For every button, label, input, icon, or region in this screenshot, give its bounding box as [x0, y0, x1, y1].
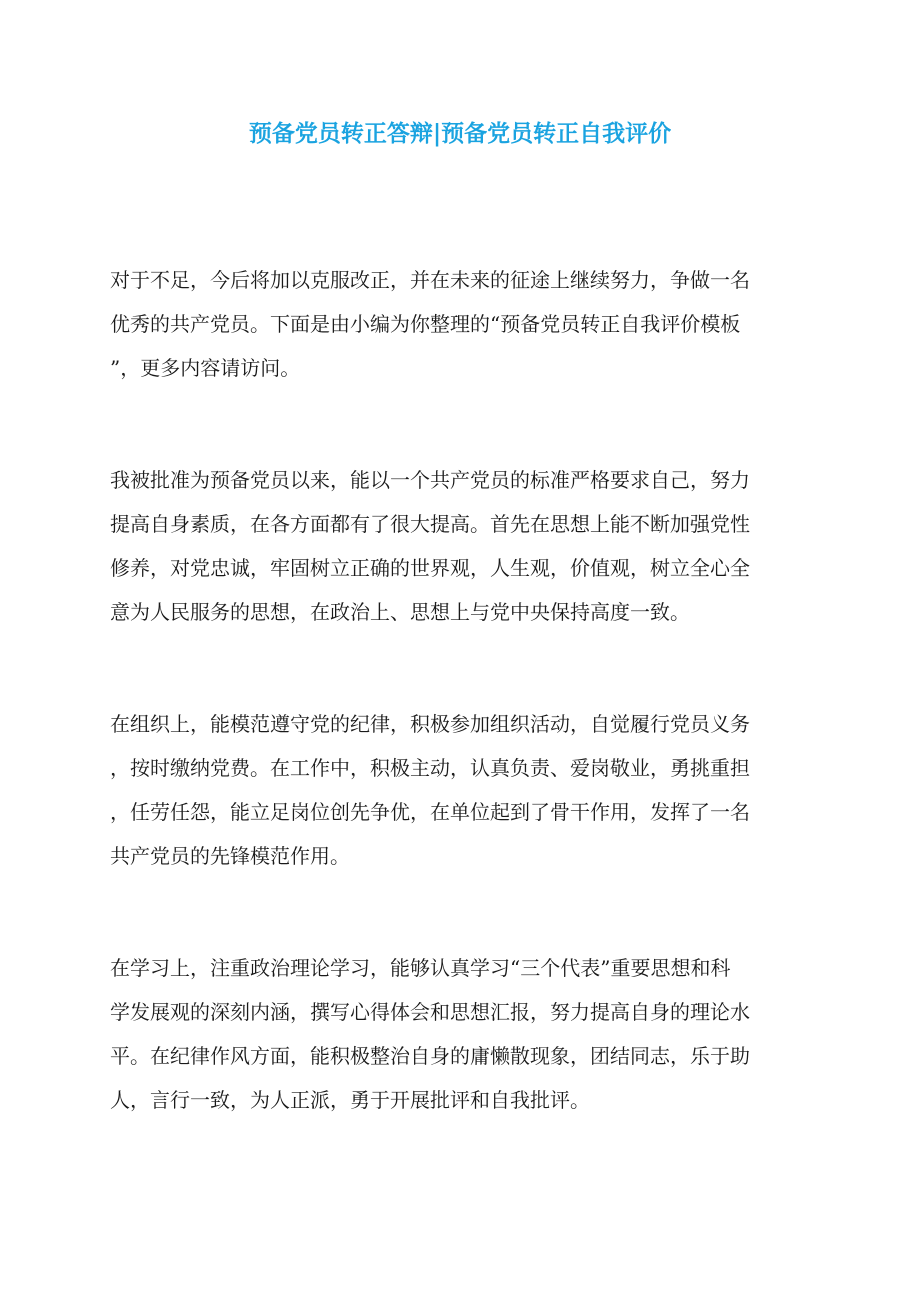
document-body — [110, 258, 810, 1190]
paragraph-line: 学发展观的深刻内涵，撰写心得体会和思想汇报，努力提高自身的理论水 — [110, 1000, 750, 1024]
paragraph-line: 我被批准为预备党员以来，能以一个共产党员的标准严格要求自己，努力 — [110, 468, 750, 492]
paragraph-2 — [110, 458, 810, 634]
paragraph-line: 平。在纪律作风方面，能积极整治自身的庸懒散现象，团结同志，乐于助 — [110, 1044, 750, 1068]
paragraph-line: 修养，对党忠诚，牢固树立正确的世界观，人生观，价值观，树立全心全 — [110, 556, 750, 580]
paragraph-line: 人，言行一致，为人正派，勇于开展批评和自我批评。 — [110, 1088, 590, 1112]
paragraph-3 — [110, 702, 810, 878]
paragraph-line: ，按时缴纳党费。在工作中，积极主动，认真负责、爱岗敬业，勇挑重担 — [110, 756, 750, 780]
paragraph-line: 在学习上，注重政治理论学习，能够认真学习“三个代表”重要思想和科 — [110, 956, 731, 980]
paragraph-line: 意为人民服务的思想，在政治上、思想上与党中央保持高度一致。 — [110, 600, 690, 624]
paragraph-line: ”，更多内容请访问。 — [110, 356, 301, 380]
paragraph-line: ，任劳任怨，能立足岗位创先争优，在单位起到了骨干作用，发挥了一名 — [110, 800, 750, 824]
paragraph-1 — [110, 258, 810, 390]
paragraph-line: 在组织上，能模范遵守党的纪律，积极参加组织活动，自觉履行党员义务 — [110, 712, 750, 736]
document-title: 预备党员转正答辩|预备党员转正自我评价 — [248, 120, 672, 147]
paragraph-4 — [110, 946, 810, 1122]
paragraph-line: 对于不足，今后将加以克服改正，并在未来的征途上继续努力，争做一名 — [110, 268, 750, 292]
paragraph-line: 优秀的共产党员。下面是由小编为你整理的“预备党员转正自我评价模板 — [110, 312, 741, 336]
paragraph-line: 共产党员的先锋模范作用。 — [110, 844, 350, 868]
paragraph-line: 提高自身素质，在各方面都有了很大提高。首先在思想上能不断加强党性 — [110, 512, 750, 536]
